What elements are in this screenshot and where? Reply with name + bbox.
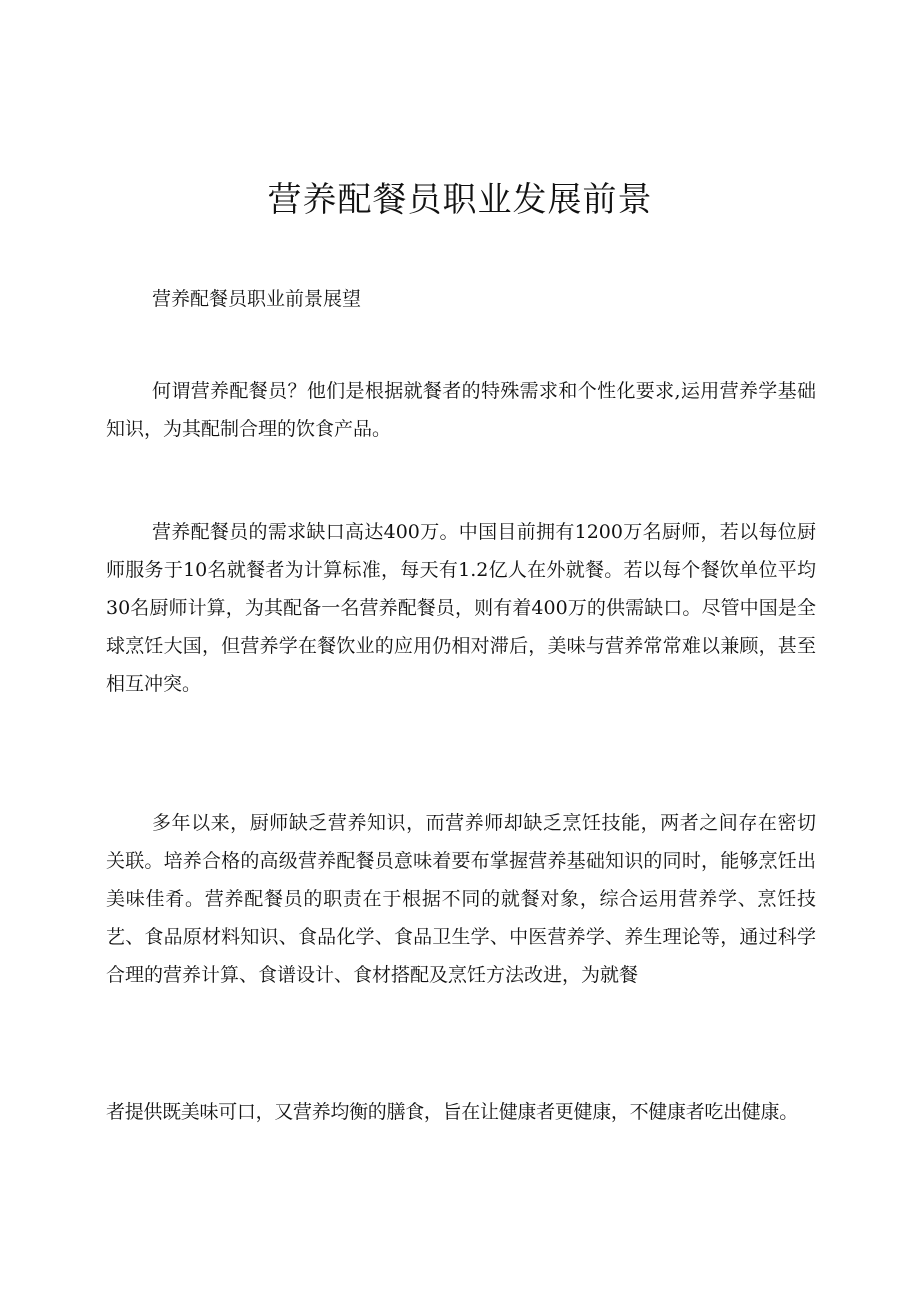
page-title: 营养配餐员职业发展前景 <box>267 180 653 220</box>
paragraph-demand: 营养配餐员的需求缺口高达400万。中国目前拥有1200万名厨师，若以每位厨师服务于10名就餐者为计算标准，每天有1.2亿人在外就餐。若以每个餐饮单位平均30名厨师计算，为其配备一名营养配餐员，则有着400万的供需缺口。尽管中国是全球烹饪大国，但营养学在餐饮业的应用仍相对滞后，美味与营养常常难以兼顾，甚至相互冲突。 <box>106 521 816 695</box>
section-subtitle: 营养配餐员职业前景展望 <box>152 288 362 310</box>
paragraph-responsibilities: 多年以来，厨师缺乏营养知识，而营养师却缺乏烹饪技能，两者之间存在密切关联。培养合格的高级营养配餐员意味着要布掌握营养基础知识的同时，能够烹饪出美味佳肴。营养配餐员的职责在于根据不同的就餐对象，综合运用营养学、烹饪技艺、食品原材料知识、食品化学、食品卫生学、中医营养学、养生理论等，通过科学合理的营养计算、食谱设计、食材搭配及烹饪方法改进，为就餐 <box>106 812 816 986</box>
paragraph-definition: 何谓营养配餐员？他们是根据就餐者的特殊需求和个性化要求,运用营养学基础知识，为其配制合理的饮食产品。 <box>106 380 816 440</box>
paragraph-continuation: 者提供既美味可口，又营养均衡的膳食，旨在让健康者更健康，不健康者吃出健康。 <box>106 1101 798 1123</box>
